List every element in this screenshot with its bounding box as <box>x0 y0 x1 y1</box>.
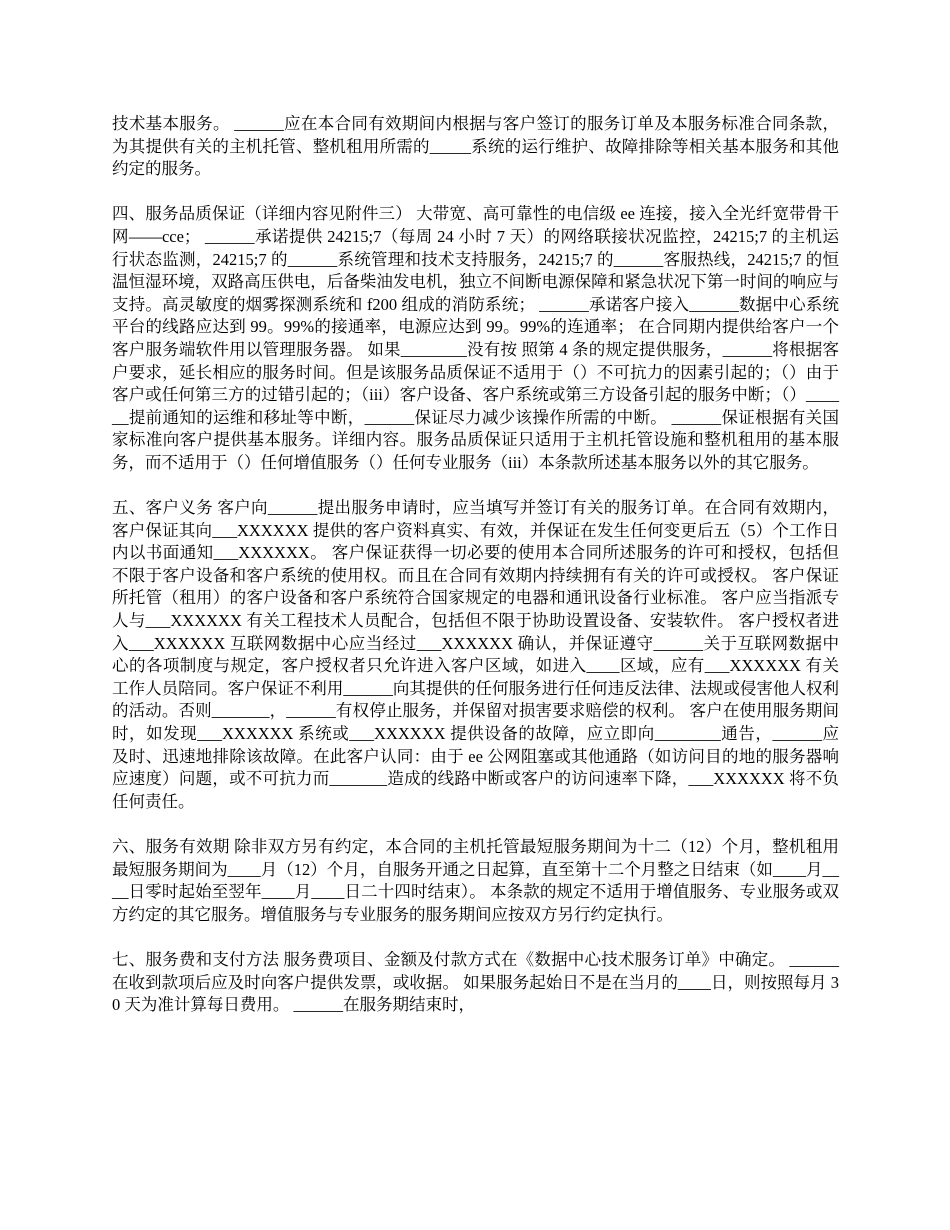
paragraph-customer-obligations: 五、客户义务 客户向______提出服务申请时，应当填写并签订有关的服务订单。在合同有效期内，客户保证其向___XXXXXX 提供的客户资料真实、有效，并保证在发生任何变更后五（5）个工作日内以书面通知___XXXXXX。 客户保证获得一切必要的使用本合同所述服务的许可和授权，包括但不限于客户设备和客户系统的使用权。而且在合同有效期内持续拥有有关的许可或授权。 客户保证所托管（租用）的客户设备和客户系统符合国家规定的电器和通讯设备行业标准。 客户应当指派专人与___XXXXXX 有关工程技术人员配合，包括但不限于协助设置设备、安装软件。 客户授权者进入___XXXXXX 互联网数据中心应当经过___XXXXXX 确认，并保证遵守______关于互联网数据中心的各项制度与规定，客户授权者只允许进入客户区域，如进入____区域，应有___XXXXXX 有关工作人员陪同。客户保证不利用______向其提供的任何服务进行任何违反法律、法规或侵害他人权利的活动。否则_______，______有权停止服务，并保留对损害要求赔偿的权利。 客户在使用服务期间时，如发现___XXXXXX 系统或___XXXXXX 提供设备的故障，应立即向________通告，______应及时、迅速地排除该故障。在此客户认同：由于 ee 公网阻塞或其他通路（如访问目的地的服务器响应速度）问题，或不可抗力而_______造成的线路中断或客户的访问速率下降，___XXXXXX 将不负任何责任。 <box>112 498 839 811</box>
paragraph-spacer <box>112 475 839 498</box>
paragraph-spacer <box>112 181 839 204</box>
paragraph-spacer <box>112 926 839 949</box>
paragraph-service-term: 六、服务有效期 除非双方另有约定，本合同的主机托管最短服务期间为十二（12）个月，整机租用最短服务期间为____月（12）个月，自服务开通之日起算，直至第十二个月整之日结束（如____月____日零时起始至翌年____月____日二十四时结束）。 本条款的规定不适用于增值服务、专业服务或双方约定的其它服务。增值服务与专业服务的服务期间应按双方另行约定执行。 <box>112 837 839 924</box>
paragraph-basic-service: 技术基本服务。 ______应在本合同有效期间内根据与客户签订的服务订单及本服务标准合同条款，为其提供有关的主机托管、整机租用所需的_____系统的运行维护、故障排除等相关基本服务和其他约定的服务。 <box>112 114 839 179</box>
paragraph-spacer <box>112 813 839 836</box>
paragraph-fees-payment: 七、服务费和支付方法 服务费项目、金额及付款方式在《数据中心技术服务订单》中确定。 ______在收到款项后应及时向客户提供发票，或收据。 如果服务起始日不是在当月的____日，则按照每月 30 天为准计算每日费用。 ______在服务期结束时， <box>112 949 839 1015</box>
paragraph-service-quality: 四、服务品质保证（详细内容见附件三） 大带宽、高可靠性的电信级 ee 连接，接入全光纤宽带骨干网——cce； ______承诺提供 24215;7（每周 24 小时 7 天）的网络联接状况监控，24215;7 的主机运行状态监测，24215;7 的______系统管理和技术支持服务，24215;7 的______客服热线，24215;7 的恒温恒湿环境，双路高压供电，后备柴油发电机，独立不间断电源保障和紧急状况下第一时间的响应与支持。高灵敏度的烟雾探测系统和 f200 组成的消防系统； ______承诺客户接入______数据中心系统平台的线路应达到 99。99%的接通率，电源应达到 99。99%的连通率； 在合同期内提供给客户一个客户服务端软件用以管理服务器。 如果________没有按 照第 4 条的规定提供服务，______将根据客户要求，延长相应的服务时间。但是该服务品质保证不适用于（）不可抗力的因素引起的；（）由于客户或任何第三方的过错引起的；（iii）客户设备、客户系统或第三方设备引起的服务中断；（）______提前通知的运维和移址等中断，______保证尽力减少该操作所需的中断。 ______保证根据有关国家标准向客户提供基本服务。详细内容。服务品质保证只适用于主机托管设施和整机租用的基本服务，而不适用于（）任何增值服务（）任何专业服务（iii）本条款所述基本服务以外的其它服务。 <box>112 204 839 472</box>
document-body <box>112 113 839 1017</box>
